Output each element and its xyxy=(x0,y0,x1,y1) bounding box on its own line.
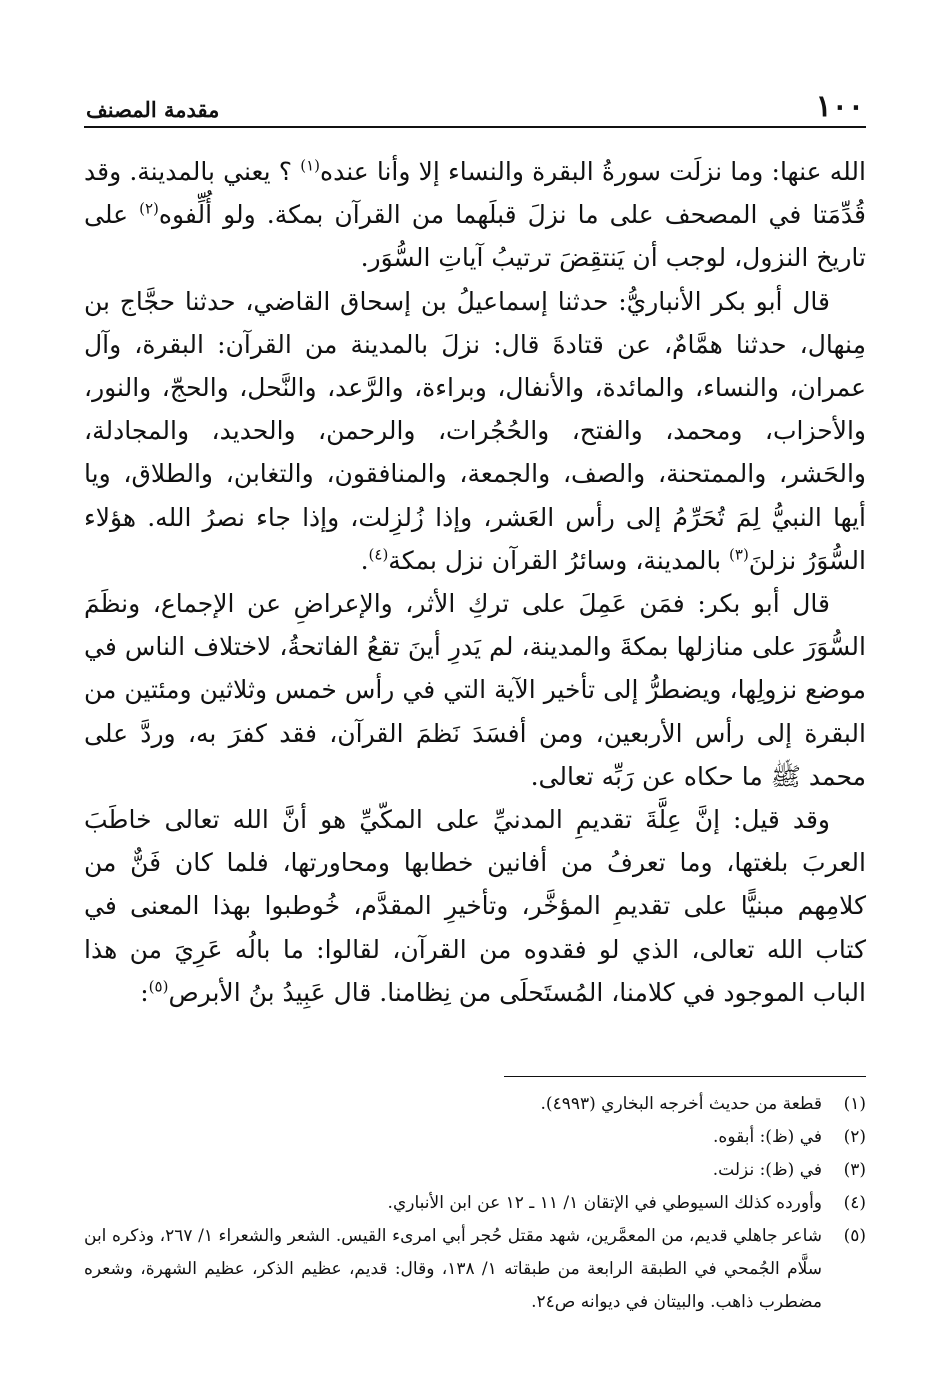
footnote-ref-3[interactable]: (٣) xyxy=(729,545,749,564)
text-run: وقد قيل: إنَّ عِلَّةَ تقديمِ المدنيِّ على المكّيِّ هو أنَّ الله تعالى خاطَبَ العربَ بلغتها، وما تعرفُ من أفانين خطابها ومحاورتها، فلما كان فَنٌّ من كلامِهم مبنيًّا على تقديمِ المؤخَّر، وتأخيرِ المقدَّم، خُوطبوا بهذا المعنى في كتاب الله تعالى، الذي لو فقدوه من القرآن، لقالوا: ما بالُه عَرِيَ من هذا الباب الموجود في كلامنا، المُستَحلَى من نِظامنا. قال عَبِيدُ بنُ الأبرص xyxy=(84,805,866,1007)
text-run: بالمدينة، وسائرُ القرآن نزل بمكة xyxy=(388,545,730,575)
footnote-text: في (ظ): أبقوه. xyxy=(713,1127,822,1147)
text-run: الله عنها: وما نزلَت سورةُ البقرة والنساء إلا وأنا عنده xyxy=(319,157,866,186)
text-run: ؟ يعني بالمدينة. وقد قُدِّمَتا في المصحف على ما نزلَ قبلَهما من القرآن بمكة. ولو أُلِّفوه xyxy=(84,157,866,230)
footnote-text: وأورده كذلك السيوطي في الإتقان ١/ ١١ ـ ١٢ عن ابن الأنباري. xyxy=(387,1193,822,1213)
paragraph-3: قال أبو بكر: فمَن عَمِلَ على تركِ الأثر، والإعراضِ عن الإجماع، ونظَمَ السُّوَرَ على منازلها بمكةَ والمدينة، لم يَدرِ أينَ تقعُ الفاتحةُ، لاختلاف الناس في موضع نزولِها، ويضطرُّ إلى تأخير الآية التي في رأس خمس وثلاثين ومئتين من البقرة إلى رأس الأربعين، ومن أفسَدَ نَظمَ القرآن، فقد كفرَ به، وردَّ على محمد ﷺ ما حكاه عن رَبِّه تعالى. xyxy=(84,589,866,791)
main-text xyxy=(84,150,866,1014)
footnote-ref-4[interactable]: (٤) xyxy=(368,545,389,564)
footnote-number: (١) xyxy=(843,1094,866,1114)
running-title: مقدمة المصنف xyxy=(86,97,220,122)
footnote-1 xyxy=(84,1088,866,1121)
footnote-5 xyxy=(84,1220,866,1319)
footnote-text: شاعر جاهلي قديم، من المعمَّرين، شهد مقتل حُجر أبي امرىء القيس. الشعر والشعراء ١/ ٢٦٧، وذكره ابن سلَّام الجُمحي في الطبقة الرابعة من طبقاته ١/ ١٣٨، وقال: قديم، عظيم الذكر، عظيم الشهرة، وشعره مضطرب ذاهب. والبيتان في ديوانه ص٢٤. xyxy=(84,1226,823,1312)
text-run: قال أبو بكر الأنباريُّ: حدثنا إسماعيلُ بن إسحاق القاضي، حدثنا حجَّاج بن مِنهال، حدثنا همَّامٌ، عن قتادةَ قال: نزلَ بالمدينة من القرآن: البقرة، وآل عمران، والنساء، والمائدة، والأنفال، وبراءة، والرَّعد، والنَّحل، والحجّ، والنور، والأحزاب، ومحمد، والفتح، والحُجُرات، والرحمن، والحديد، والمجادلة، والحَشر، والممتحنة، والصف، والجمعة، والمنافقون، والتغابن، والطلاق، ويا أيها النبيُّ لِمَ تُحَرِّمُ إلى رأس العَشر، وإذا زُلزِلت، وإذا جاء نصرُ الله. هؤلاء السُّوَرُ نزلنَ xyxy=(84,286,866,575)
page-number: ١٠٠ xyxy=(815,89,864,124)
footnote-text: في (ظ): نزلت. xyxy=(712,1160,822,1180)
footnote-ref-5[interactable]: (٥) xyxy=(148,977,169,996)
footnote-text: قطعة من حديث أخرجه البخاري (٤٩٩٣). xyxy=(540,1094,822,1114)
paragraph-4 xyxy=(84,798,866,1014)
paragraph-1 xyxy=(84,150,866,280)
text-run: : xyxy=(140,977,149,1007)
footnotes xyxy=(84,1088,866,1319)
footnote-rule xyxy=(504,1076,866,1077)
footnote-number: (٥) xyxy=(843,1226,866,1246)
footnote-number: (٣) xyxy=(843,1160,866,1180)
footnote-3 xyxy=(84,1154,866,1187)
text-run: . xyxy=(360,545,369,575)
header-rule xyxy=(84,126,866,128)
footnote-number: (٢) xyxy=(843,1127,866,1147)
footnote-4 xyxy=(84,1187,866,1220)
footnote-ref-2[interactable]: (٢) xyxy=(139,199,159,218)
footnote-number: (٤) xyxy=(843,1193,866,1213)
text-run: على تاريخ النزول، لوجب أن يَنتقِضَ ترتيبُ آياتِ السُّوَر. xyxy=(84,200,866,273)
footnote-2 xyxy=(84,1121,866,1154)
footnote-ref-1[interactable]: (١) xyxy=(300,156,320,175)
page-header xyxy=(86,84,864,124)
paragraph-2 xyxy=(84,280,866,582)
